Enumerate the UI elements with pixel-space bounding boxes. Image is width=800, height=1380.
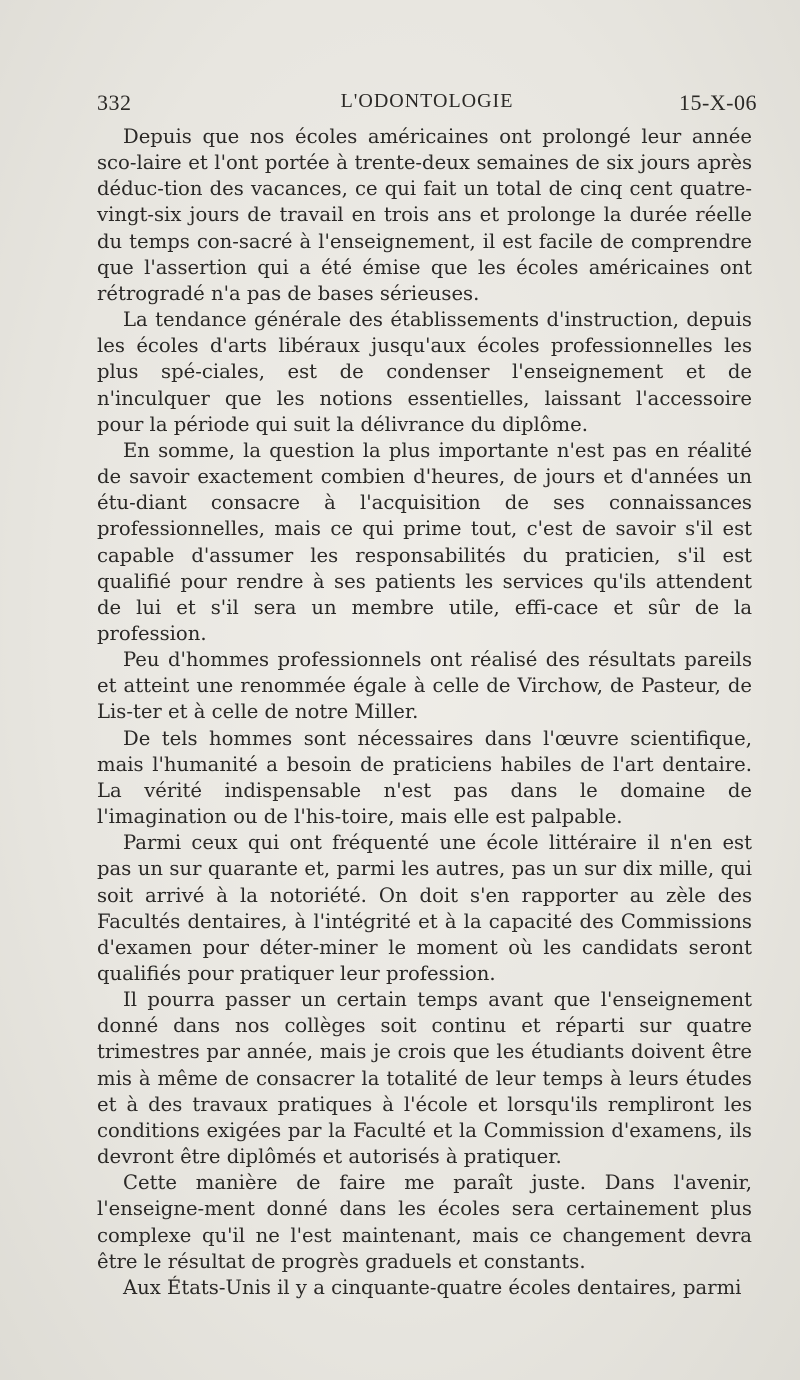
paragraph: Cette manière de faire me paraît juste. Dans l'avenir, l'enseigne-ment donné dans les écoles sera certainement plus complexe qu'il ne l'est maintenant, mais ce changement devra être le résultat de progrès graduels et constants. bbox=[97, 1171, 752, 1273]
issue-date: 15-X-06 bbox=[678, 90, 757, 115]
running-header bbox=[97, 90, 757, 118]
paragraph: Aux États-Unis il y a cinquante-quatre écoles dentaires, parmi bbox=[123, 1275, 742, 1299]
paragraph: Depuis que nos écoles américaines ont prolongé leur année sco-laire et l'ont portée à trente-deux semaines de six jours après déduc-tion des vacances, ce qui fait un total de cinq cent quatre-vingt-six jours de travail en trois ans et prolonge la durée réelle du temps con-sacré à l'enseignement, il est facile de comprendre que l'assertion qui a été émise que les écoles américaines ont rétrogradé n'a pas de bases sérieuses. bbox=[97, 125, 752, 305]
paragraph: Il pourra passer un certain temps avant que l'enseignement donné dans nos collèges soit continu et réparti sur quatre trimestres par année, mais je crois que les étudiants doivent être mis à même de consacrer la totalité de leur temps à leurs études et à des travaux pratiques à l'école et lorsqu'ils rempliront les conditions exigées par la Faculté et la Commission d'examens, ils devront être diplômés et autorisés à pratiquer. bbox=[97, 988, 752, 1169]
journal-title: L'ODONTOLOGIE bbox=[340, 90, 514, 112]
paragraph: La tendance générale des établissements d'instruction, depuis les écoles d'arts libéraux jusqu'aux écoles professionnelles les plus spé-ciales, est de condenser l'enseignement et de n'inculquer que les notions essentielles, laissant l'accessoire pour la période qui suit la délivrance du diplôme. bbox=[97, 308, 752, 436]
body-text bbox=[97, 124, 752, 1301]
paragraph: Parmi ceux qui ont fréquenté une école littéraire il n'en est pas un sur quarante et, parmi les autres, pas un sur dix mille, qui soit arrivé à la notoriété. On doit s'en rapporter au zèle des Facultés dentaires, à l'intégrité et à la capacité des Commissions d'examen pour déter-miner le moment où les candidats seront qualifiés pour pratiquer leur profession. bbox=[97, 831, 752, 985]
paragraph: De tels hommes sont nécessaires dans l'œuvre scientifique, mais l'humanité a besoin de praticiens habiles de l'art dentaire. La vérité indispensable n'est pas dans le domaine de l'imagination ou de l'his-toire, mais elle est palpable. bbox=[97, 726, 752, 829]
paragraph: En somme, la question la plus importante n'est pas en réalité de savoir exactement combien d'heures, de jours et d'années un étu-diant consacre à l'acquisition de ses connaissances professionnelles, mais ce qui prime tout, c'est de savoir s'il est capable d'assumer les responsabilités du praticien, s'il est qualifié pour rendre à ses patients les services qu'ils attendent de lui et s'il sera un membre utile, effi-cace et sûr de la profession. bbox=[97, 438, 752, 645]
paragraph: Peu d'hommes professionnels ont réalisé des résultats pareils et atteint une renommée égale à celle de Virchow, de Pasteur, de Lis-ter et à celle de notre Miller. bbox=[97, 648, 752, 724]
page-number: 332 bbox=[97, 90, 132, 115]
